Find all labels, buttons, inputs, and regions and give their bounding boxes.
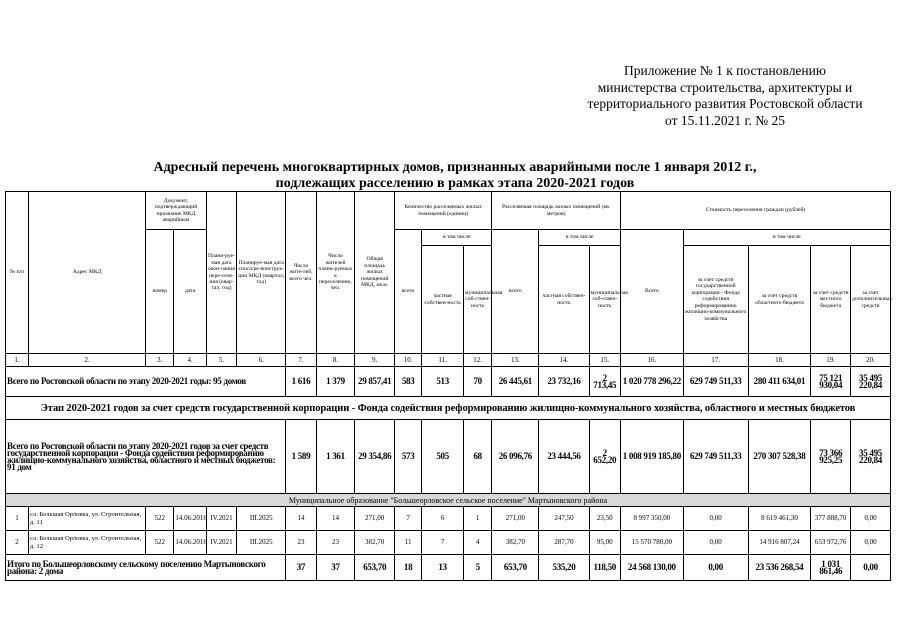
row-value: 7	[422, 531, 464, 555]
municipality-row	[6, 494, 891, 507]
appendix-line: Приложение № 1 к постановлению	[624, 63, 826, 78]
row-value: 247,50	[539, 507, 589, 531]
total-value: 23 732,16	[539, 367, 589, 397]
total-value: 29 354,86	[355, 420, 395, 494]
total-value: 0,00	[683, 555, 748, 581]
row-value: 14	[316, 507, 355, 531]
header-cost-regional: за счет средств областного бюджета	[748, 246, 811, 354]
header-doc-date: дата	[174, 230, 206, 354]
row-value: 0,00	[851, 531, 891, 555]
header-doc-number: номер	[146, 230, 174, 354]
row-value: 23	[286, 531, 316, 555]
column-number: 4.	[174, 354, 206, 367]
row-value: 0,00	[851, 507, 891, 531]
appendix-line: территориального развития Ростовской области	[587, 96, 863, 111]
header-residents-planned: Число жителей плани-руемых к переселению, чел.	[316, 192, 355, 354]
column-number: 17.	[683, 354, 748, 367]
header-qty-including: в том числе	[422, 230, 492, 246]
stage-row	[6, 397, 891, 420]
row-doc-date: 14.06.2016	[174, 507, 206, 531]
column-number: 18.	[748, 354, 811, 367]
total-region-row	[6, 367, 891, 397]
table-row	[6, 531, 891, 555]
row-value: 23	[316, 531, 355, 555]
row-doc-number: 522	[146, 531, 174, 555]
total-value: 26 445,61	[492, 367, 539, 397]
total-value: 573	[395, 420, 422, 494]
total-value: 2 652,20	[589, 420, 620, 494]
column-number: 16.	[620, 354, 683, 367]
total-value: 18	[395, 555, 422, 581]
header-cost-total: Всего	[620, 230, 683, 354]
column-number: 7.	[286, 354, 316, 367]
row-value: 287,70	[539, 531, 589, 555]
total-value: 505	[422, 420, 464, 494]
total-value: 68	[464, 420, 492, 494]
table-row	[6, 507, 891, 531]
total-value: 653,70	[492, 555, 539, 581]
row-planned-demolish: III.2025	[237, 507, 286, 531]
column-number: 14.	[539, 354, 589, 367]
total-value: 629 749 511,33	[683, 420, 748, 494]
total-value: 1 031 861,46	[811, 555, 851, 581]
total-value: 37	[316, 555, 355, 581]
total-value: 1 616	[286, 367, 316, 397]
column-number: 2.	[29, 354, 146, 367]
total-value: 75 121 930,04	[811, 367, 851, 397]
total-value: 583	[395, 367, 422, 397]
houses-table	[5, 191, 891, 581]
header-address: Адрес МКД	[29, 192, 146, 354]
total-value: 1 589	[286, 420, 316, 494]
appendix-line: министерства строительства, архитектуры и	[597, 79, 853, 95]
total-value: 29 857,41	[355, 367, 395, 397]
row-value: 6	[422, 507, 464, 531]
column-number: 20.	[851, 354, 891, 367]
row-value: 4	[464, 531, 492, 555]
column-number: 19.	[811, 354, 851, 367]
row-value: 15 570 780,00	[620, 531, 683, 555]
row-value: 7	[395, 507, 422, 531]
total-muni-label: Итого по Большеорловскому сельскому поселению Мартыновского района: 2 дома	[6, 555, 286, 581]
row-doc-number: 522	[146, 507, 174, 531]
header-area-municipal: муниципальная соб-ствен-ность	[589, 246, 620, 354]
total-value: 5	[464, 555, 492, 581]
column-number: 9.	[355, 354, 395, 367]
total-value: 270 307 528,38	[748, 420, 811, 494]
column-number: 1.	[6, 354, 29, 367]
total-value: 1 008 919 185,80	[620, 420, 683, 494]
total-region-label: Всего по Ростовской области по этапу 2020-2021 годы: 95 домов	[6, 367, 286, 397]
header-cost-including: в том числе	[683, 230, 890, 246]
row-planned-end: IV.2021	[206, 507, 236, 531]
title-line: Адресный перечень многоквартирных домов, признанных аварийными после 1 января 2012 г.,	[153, 160, 757, 175]
row-value: 382,70	[355, 531, 395, 555]
total-stage-label: Всего по Ростовской области по этапу 2020-2021 годов за счет средств государственной корпорации - Фонда содействия реформированию жилищно-коммунального хозяйства, областного и местных бюджетов: 91 дом	[6, 420, 286, 494]
column-number: 15.	[589, 354, 620, 367]
column-number: 6.	[237, 354, 286, 367]
total-value: 24 568 130,00	[620, 555, 683, 581]
row-value: 14 916 807,24	[748, 531, 811, 555]
row-value: 271,00	[355, 507, 395, 531]
header-qty-private: частная собствен-ность	[422, 246, 464, 354]
total-value: 23 536 268,54	[748, 555, 811, 581]
header-area-total: всего	[492, 230, 539, 354]
appendix-header	[560, 63, 890, 129]
header-planned-demolish: Планируе-мая дата сноса/ре-конструк-ции МКД (квартал, год)	[237, 192, 286, 354]
title-line: подлежащих расселению в рамках этапа 2020-2021 годов	[275, 176, 635, 191]
appendix-line: от 15.11.2021 г. № 25	[665, 112, 785, 128]
header-qty-total: всего	[395, 230, 422, 354]
stage-label: Этап 2020-2021 годов за счет средств государственной корпорации - Фонда содействия реформированию жилищно-коммунального хозяйства, областного и местных бюджетов	[6, 397, 891, 420]
column-number: 8.	[316, 354, 355, 367]
total-value: 1 020 778 296,22	[620, 367, 683, 397]
header-cost-group: Стоимость переселения граждан (рублей)	[620, 192, 890, 230]
column-number: 13.	[492, 354, 539, 367]
total-value: 35 495 220,84	[851, 367, 891, 397]
row-number: 1	[6, 507, 29, 531]
total-value: 118,50	[589, 555, 620, 581]
row-address: сл. Большая Орловка, ул. Строительная, д. 11	[29, 507, 146, 531]
municipality-label: Муниципальное образование "Большеорловское сельское поселение" Мартыновского района	[6, 494, 891, 507]
row-value: 271,00	[492, 507, 539, 531]
total-value: 13	[422, 555, 464, 581]
row-value: 1	[464, 507, 492, 531]
total-value: 26 096,76	[492, 420, 539, 494]
total-value: 653,70	[355, 555, 395, 581]
row-number: 2	[6, 531, 29, 555]
row-planned-end: IV.2021	[206, 531, 236, 555]
column-number: 10.	[395, 354, 422, 367]
header-residents: Число жите-лей, всего чел.	[286, 192, 316, 354]
row-doc-date: 14.06.2016	[174, 531, 206, 555]
row-value: 95,00	[589, 531, 620, 555]
header-area-including: в том числе	[539, 230, 621, 246]
column-number: 12.	[464, 354, 492, 367]
row-value: 0,00	[683, 531, 748, 555]
header-cost-extra: за счет дополнительных средств	[851, 246, 891, 354]
header-area-group: Расселяемая площадь жилых помещений (кв. метров)	[492, 192, 621, 230]
header-area-private: частная собствен-ность	[539, 246, 589, 354]
total-value: 2 713,45	[589, 367, 620, 397]
header-area: Общая площадь жилых помещений МКД, кв.м.	[355, 192, 395, 354]
row-address: сл. Большая Орловка, ул. Строительная, д. 12	[29, 531, 146, 555]
total-value: 0,00	[851, 555, 891, 581]
header-planned-end: Плани-руе-мая дата окон-чания пере-селе-ния (квар-тал, год)	[206, 192, 236, 354]
total-value: 1 379	[316, 367, 355, 397]
total-value: 37	[286, 555, 316, 581]
total-value: 35 495 220,84	[851, 420, 891, 494]
row-value: 23,50	[589, 507, 620, 531]
row-planned-demolish: III.2025	[237, 531, 286, 555]
total-value: 23 444,56	[539, 420, 589, 494]
header-cost-corp: за счет средств государственной корпорации - Фонда содействия реформированию жилищно-коммунального хозяйства	[683, 246, 748, 354]
total-muni-row	[6, 555, 891, 581]
column-number: 3.	[146, 354, 174, 367]
total-value: 1 361	[316, 420, 355, 494]
row-value: 377 888,70	[811, 507, 851, 531]
total-value: 70	[464, 367, 492, 397]
row-value: 8 619 461,30	[748, 507, 811, 531]
header-qty-municipal: муниципальная соб-ствен-ность	[464, 246, 492, 354]
header-cost-local: за счет средств местного бюджета	[811, 246, 851, 354]
total-value: 73 366 925,25	[811, 420, 851, 494]
row-value: 8 997 350,00	[620, 507, 683, 531]
row-value: 0,00	[683, 507, 748, 531]
header-num: № п/п	[6, 192, 29, 354]
row-value: 382,70	[492, 531, 539, 555]
total-value: 535,20	[539, 555, 589, 581]
header-document: Документ, подтверждающий признание МКД аварийным	[146, 192, 207, 230]
row-value: 653 972,76	[811, 531, 851, 555]
total-value: 629 749 511,33	[683, 367, 748, 397]
total-value: 513	[422, 367, 464, 397]
total-value: 280 411 634,01	[748, 367, 811, 397]
column-number: 5.	[206, 354, 236, 367]
header-qty-group: Количество расселяемых жилых помещений (единиц)	[395, 192, 492, 230]
total-stage-row	[6, 420, 891, 494]
column-number: 11.	[422, 354, 464, 367]
document-title	[60, 160, 850, 192]
row-value: 11	[395, 531, 422, 555]
row-value: 14	[286, 507, 316, 531]
column-numbers-row	[6, 354, 891, 367]
